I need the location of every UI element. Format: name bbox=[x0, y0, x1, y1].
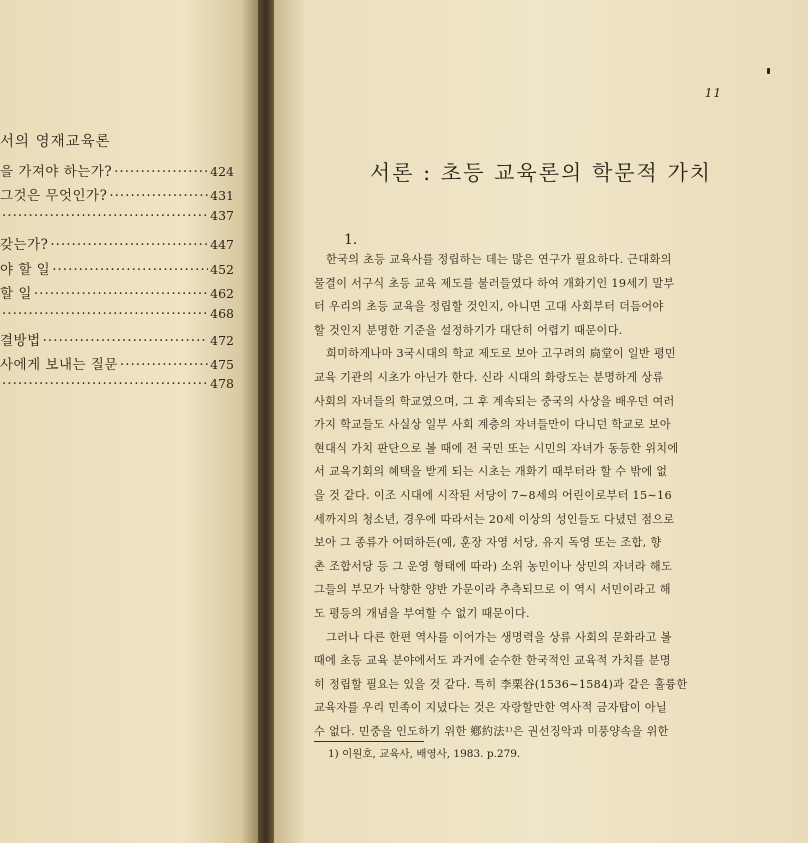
toc-leader-dots bbox=[120, 357, 208, 373]
text-line: 터 우리의 초등 교육을 정립할 것인지, 아니면 고대 사회부터 더듬어야 bbox=[314, 300, 664, 314]
text-line: 현대식 가치 판단으로 볼 때에 전 국민 또는 시민의 자녀가 동등한 위치에 bbox=[314, 441, 679, 455]
toc-entry-page: 475 bbox=[210, 357, 234, 372]
right-page bbox=[274, 0, 808, 843]
toc-leader-dots bbox=[114, 164, 208, 180]
toc-entry-title: 그것은 무엇인가? bbox=[0, 188, 108, 204]
text-line: 을 것 같다. 이조 시대에 시작된 서당이 7∼8세의 어린이로부터 15∼16 bbox=[314, 488, 672, 502]
text-line: 교육자를 우리 민족이 지녔다는 것은 자랑할만한 역사적 금자탑이 아닐 bbox=[314, 701, 667, 715]
text-line: 한국의 초등 교육사를 정립하는 데는 많은 연구가 필요하다. 근대화의 bbox=[326, 253, 672, 266]
toc-leader-dots bbox=[50, 237, 208, 253]
toc-entry-page: 478 bbox=[210, 376, 234, 391]
toc-entry-title: 사에게 보내는 질문 bbox=[0, 357, 118, 373]
toc-entry bbox=[0, 282, 234, 302]
text-line: 도 평등의 개념을 부여할 수 없기 때문이다. bbox=[314, 606, 530, 620]
toc-entry bbox=[0, 353, 234, 373]
text-line: 보아 그 종류가 어떠하든(예, 훈장 자영 서당, 유지 독영 또는 조합, 향 bbox=[314, 536, 662, 550]
toc-heading: 서의 영재교육론 bbox=[0, 134, 111, 150]
toc-leader-dots bbox=[2, 208, 208, 224]
toc-entry-page: 472 bbox=[210, 333, 234, 348]
text-line: 사회의 자녀들의 학교였으며, 그 후 계속되는 중국의 사상을 배우던 여러 bbox=[314, 394, 675, 408]
toc-entry-page: 447 bbox=[210, 237, 234, 252]
left-page bbox=[0, 0, 262, 843]
section-number: 1. bbox=[344, 232, 358, 248]
body-text bbox=[314, 248, 744, 743]
ink-mark bbox=[767, 68, 770, 74]
text-line: 촌 조합서당 등 그 운영 형태에 따라) 소위 농민이나 상민의 자녀라 해도 bbox=[314, 559, 673, 573]
footnote-rule bbox=[314, 741, 424, 742]
toc-leader-dots bbox=[109, 188, 208, 204]
toc-entry-page: 424 bbox=[210, 164, 234, 179]
toc-entry bbox=[0, 329, 234, 349]
toc-entry-title: 갖는가? bbox=[0, 237, 49, 253]
toc-leader-dots bbox=[52, 262, 208, 278]
text-line: 서 교육기회의 혜택을 받게 되는 시초는 개화기 때부터라 할 수 밖에 없 bbox=[314, 465, 668, 479]
toc-leader-dots bbox=[2, 306, 208, 322]
text-line: 교육 기관의 시초가 아닌가 한다. 신라 시대의 화랑도는 분명하게 상류 bbox=[314, 370, 664, 384]
toc-leader-dots bbox=[2, 376, 208, 392]
toc-entry-title: 을 가져야 하는가? bbox=[0, 164, 113, 180]
chapter-title: 서론 : 초등 교육론의 학문적 가치 bbox=[369, 161, 713, 185]
text-line: 할 것인지 분명한 기준을 설정하기가 대단히 어렵기 때문이다. bbox=[314, 323, 623, 337]
toc-entry bbox=[0, 184, 234, 204]
text-line: 그들의 부모가 낙향한 양반 가문이라 추측되므로 이 역시 서민이라고 해 bbox=[314, 583, 671, 597]
toc-entry bbox=[0, 306, 234, 322]
toc-entry bbox=[0, 233, 234, 253]
toc-entry-title: 할 일 bbox=[0, 286, 32, 302]
toc-entry bbox=[0, 258, 234, 278]
toc-entry-title: 야 할 일 bbox=[0, 262, 51, 278]
toc-leader-dots bbox=[43, 333, 209, 349]
toc-entry-page: 468 bbox=[210, 306, 234, 321]
toc-entry bbox=[0, 208, 234, 224]
toc-entry bbox=[0, 376, 234, 392]
text-line: 세까지의 청소년, 경우에 따라서는 20세 이상의 성인들도 다녔던 점으로 bbox=[314, 512, 675, 526]
text-line: 히 정립할 필요는 있을 것 같다. 특히 李栗谷(1536∼1584)과 같은 훌륭한 bbox=[314, 677, 688, 691]
toc-entry-page: 431 bbox=[210, 188, 234, 203]
page-number: 11 bbox=[704, 86, 722, 100]
text-line: 물결이 서구식 초등 교육 제도를 불러들였다 하여 개화기인 19세기 말부 bbox=[314, 276, 675, 290]
toc-entry-title: 결방법 bbox=[0, 333, 41, 349]
toc-leader-dots bbox=[34, 286, 208, 302]
toc-entry-page: 437 bbox=[210, 208, 234, 223]
text-line: 희미하게나마 3국시대의 학교 제도로 보아 고구려의 扃堂이 일반 평민 bbox=[326, 347, 677, 361]
text-line: 수 없다. 민중을 인도하기 위한 鄕約法¹⁾은 권선징악과 미풍양속을 위한 bbox=[314, 724, 669, 738]
text-line: 그러나 다른 한편 역사를 이어가는 생명력을 상류 사회의 문화라고 볼 bbox=[326, 630, 672, 644]
toc-entry-page: 452 bbox=[210, 262, 234, 277]
toc-entry bbox=[0, 160, 234, 180]
text-line: 가지 학교들도 사실상 일부 사회 계층의 자녀들만이 다니던 학교로 보아 bbox=[314, 418, 671, 432]
text-line: 때에 초등 교육 분야에서도 과거에 순수한 한국적인 교육적 가치를 분명 bbox=[314, 654, 671, 668]
toc-entry-page: 462 bbox=[210, 286, 234, 301]
footnote: 1) 이원호, 교육사, 배영사, 1983. p.279. bbox=[328, 748, 521, 760]
